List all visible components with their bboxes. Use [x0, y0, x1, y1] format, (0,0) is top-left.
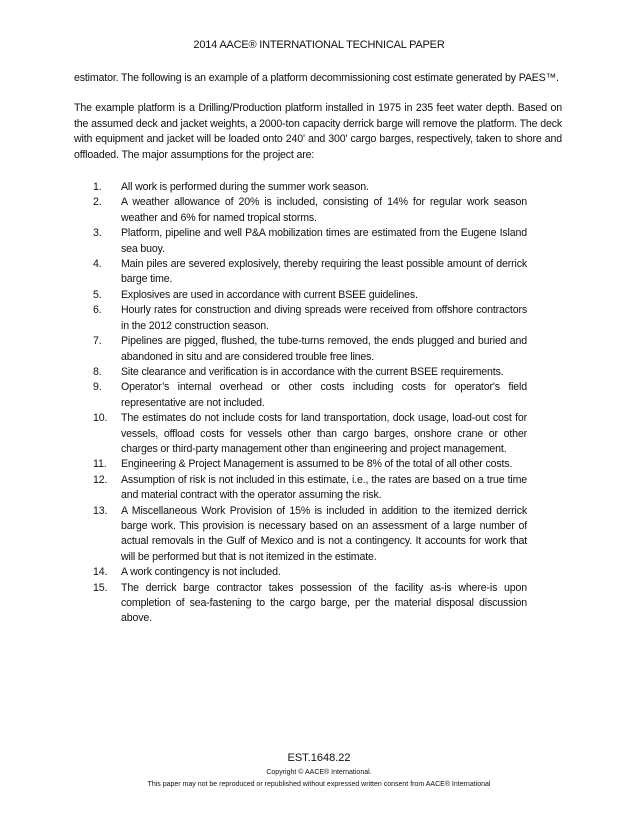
item-text: The derrick barge contractor takes possession of the facility as-is where-is upon completion of sea-fastening to the cargo barge, per the material disposal discussion above. — [121, 581, 527, 625]
item-number: 4. — [93, 258, 102, 271]
list-item — [74, 565, 527, 580]
item-text: Pipelines are pigged, flushed, the tube-turns removed, the ends plugged and buried and abandoned in situ and are considered trouble free lines. — [121, 335, 527, 363]
item-text: The estimates do not include costs for land transportation, dock usage, load-out cost for vessels, offload costs for vessels other than cargo barges, onshore crane or other charges or third-party management other than engineering and project management. — [121, 412, 527, 455]
list-item — [74, 226, 527, 257]
item-number: 2. — [93, 196, 102, 209]
assumptions-list — [74, 180, 562, 627]
list-item — [74, 457, 527, 472]
item-number: 9. — [93, 381, 102, 394]
item-number: 7. — [93, 335, 102, 348]
item-number: 3. — [93, 227, 102, 240]
item-text: Platform, pipeline and well P&A mobilization times are estimated from the Eugene Island sea buoy. — [121, 227, 527, 255]
item-text: Engineering & Project Management is assumed to be 8% of the total of all other costs. — [121, 458, 513, 471]
paper-id: EST.1648.22 — [287, 752, 351, 764]
list-item — [74, 195, 527, 226]
item-text: Operator’s internal overhead or other costs including costs for operator's field representative are not included. — [121, 381, 527, 409]
copyright-line: Copyright © AACE® International. — [266, 769, 372, 776]
item-text: Explosives are used in accordance with current BSEE guidelines. — [121, 288, 418, 301]
item-text: Hourly rates for construction and diving spreads were received from offshore contractors in the 2012 construction season. — [121, 304, 527, 332]
list-item — [74, 411, 527, 457]
example-platform-paragraph: The example platform is a Drilling/Production platform installed in 1975 in 235 feet water depth. Based on the assumed deck and jacket weights, a 2000-ton capacity derrick barge will remove the platform. The deck with equipment and jacket will be loaded onto 240' and 300' cargo barges, respectively, taken to shore and offloaded. The major assumptions for the project are: — [74, 102, 562, 161]
item-text: Assumption of risk is not included in this estimate, i.e., the rates are based on a true time and material contract with the operator assuming the risk. — [121, 473, 527, 502]
item-text: Site clearance and verification is in accordance with the current BSEE requirements. — [121, 365, 504, 378]
item-text: A Miscellaneous Work Provision of 15% is included in addition to the itemized derrick barge work. This provision is necessary based on an assessment of a large number of actual removals in the Gulf of Mexico and is not a contingency. It accounts for work that will be performed but that is not itemized in the estimate. — [121, 504, 527, 563]
item-number: 1. — [93, 181, 102, 194]
list-item — [74, 581, 527, 627]
page-header: 2014 AACE® INTERNATIONAL TECHNICAL PAPER — [193, 39, 445, 51]
item-text: All work is performed during the summer work season. — [121, 181, 369, 194]
item-text: Main piles are severed explosively, thereby requiring the least possible amount of derrick barge time. — [121, 258, 527, 286]
list-item — [74, 365, 527, 380]
page-content — [74, 71, 562, 627]
item-number: 13. — [93, 504, 108, 517]
item-number: 14. — [93, 566, 108, 579]
reproduction-notice: This paper may not be reproduced or republished without expressed written consent from AACE® International — [147, 781, 491, 788]
list-item — [74, 180, 527, 195]
item-number: 11. — [93, 458, 107, 471]
item-number: 6. — [93, 304, 102, 317]
item-number: 15. — [93, 581, 108, 594]
list-item — [74, 303, 527, 334]
list-item — [74, 334, 527, 365]
intro-paragraph: estimator. The following is an example of a platform decommissioning cost estimate generated by PAES™. — [74, 72, 559, 84]
list-item — [74, 288, 527, 303]
list-item — [74, 504, 527, 566]
item-number: 12. — [93, 473, 108, 486]
item-number: 10. — [93, 412, 108, 425]
item-text: A weather allowance of 20% is included, consisting of 14% for regular work season weather and 6% for named tropical storms. — [121, 196, 527, 224]
item-number: 8. — [93, 365, 102, 378]
list-item — [74, 380, 527, 411]
list-item — [74, 473, 527, 504]
item-text: A work contingency is not included. — [121, 566, 281, 579]
list-item — [74, 257, 527, 288]
item-number: 5. — [93, 288, 102, 301]
